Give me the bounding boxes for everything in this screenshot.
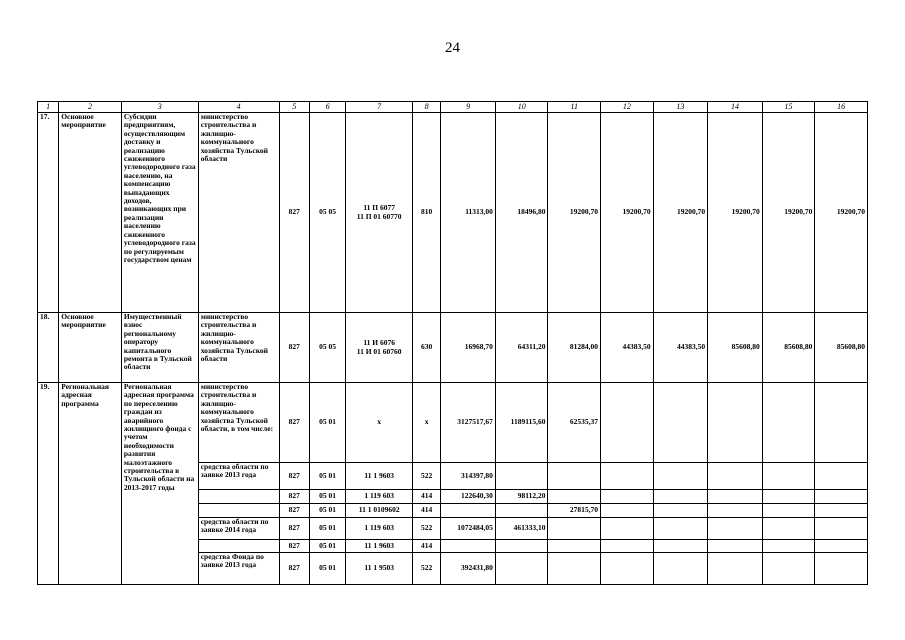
value-cell	[495, 463, 548, 490]
vr-code: 522	[413, 553, 441, 585]
value-cell: 44383,50	[601, 313, 654, 383]
value-cell	[815, 518, 868, 540]
funding-source	[198, 490, 279, 504]
grbs-code: 827	[279, 540, 309, 553]
funding-source	[198, 504, 279, 518]
value-cell: 314397,80	[441, 463, 496, 490]
value-cell: 81284,00	[548, 313, 601, 383]
vr-code: 630	[413, 313, 441, 383]
header-cell: 6	[309, 102, 345, 113]
value-cell	[708, 504, 763, 518]
grbs-code: 827	[279, 463, 309, 490]
vr-code: 414	[413, 490, 441, 504]
funding-source: средства области по заявке 2014 года	[198, 518, 279, 540]
funding-source	[198, 540, 279, 553]
value-cell	[548, 490, 601, 504]
grbs-code: 827	[279, 553, 309, 585]
value-cell	[815, 504, 868, 518]
value-cell	[548, 540, 601, 553]
grbs-code: 827	[279, 313, 309, 383]
grbs-code: 827	[279, 504, 309, 518]
value-cell	[601, 540, 654, 553]
table-row-18	[38, 313, 868, 383]
value-cell: 85608,80	[815, 313, 868, 383]
value-cell	[815, 490, 868, 504]
value-cell	[708, 540, 763, 553]
row-number: 19.	[38, 383, 59, 585]
funding-source: средства Фонда по заявке 2013 года	[198, 553, 279, 585]
value-cell: 122640,30	[441, 490, 496, 504]
value-cell	[601, 463, 654, 490]
header-cell: 4	[198, 102, 279, 113]
value-cell	[495, 540, 548, 553]
csr-code: 11 1 9603	[346, 463, 413, 490]
rzpr-code: 05 05	[309, 313, 345, 383]
header-cell: 13	[653, 102, 708, 113]
value-cell: 64311,20	[495, 313, 548, 383]
value-cell: 461333,10	[495, 518, 548, 540]
header-cell: 2	[59, 102, 122, 113]
value-cell: 3127517,67	[441, 383, 496, 463]
csr-code: 1 119 603	[346, 490, 413, 504]
csr-code: 1 119 603	[346, 518, 413, 540]
csr-code: 11 1 0109602	[346, 504, 413, 518]
value-cell	[653, 463, 708, 490]
measure-type: Региональная адресная программа	[59, 383, 122, 585]
measure-name: Имущественный взнос региональному оператору капитального ремонта в Тульской области	[121, 313, 198, 383]
rzpr-code: 05 01	[309, 553, 345, 585]
budget-table	[37, 101, 868, 585]
header-cell: 16	[815, 102, 868, 113]
value-cell	[708, 463, 763, 490]
page-number: 24	[445, 40, 460, 56]
header-cell: 15	[762, 102, 815, 113]
header-cell: 3	[121, 102, 198, 113]
header-row	[38, 102, 868, 113]
value-cell	[441, 504, 496, 518]
value-cell: 85608,80	[708, 313, 763, 383]
value-cell: 19200,70	[815, 113, 868, 313]
header-cell: 14	[708, 102, 763, 113]
row-number: 17.	[38, 113, 59, 313]
value-cell: 85608,80	[762, 313, 815, 383]
value-cell: 11313,00	[441, 113, 496, 313]
value-cell	[815, 463, 868, 490]
value-cell	[762, 553, 815, 585]
grbs-code: 827	[279, 113, 309, 313]
value-cell: 44383,50	[653, 313, 708, 383]
measure-name: Субсидии предприятиям, осуществляющим доставку и реализацию сжиженного углеводородного газа населению, на компенсацию выпадающих доходов, возникающих при реализации населению сжиженного углеводородного газа по регулируемым государством ценам	[121, 113, 198, 313]
rzpr-code: 05 01	[309, 463, 345, 490]
value-cell	[653, 540, 708, 553]
value-cell: 1072484,05	[441, 518, 496, 540]
rzpr-code: 05 01	[309, 518, 345, 540]
vr-code: 522	[413, 463, 441, 490]
executor: министерство строительства и жилищно-коммунального хозяйства Тульской области, в том числе:	[198, 383, 279, 463]
csr-code: 11 1 9503	[346, 553, 413, 585]
value-cell	[815, 540, 868, 553]
value-cell: 1189115,60	[495, 383, 548, 463]
value-cell	[601, 383, 654, 463]
csr-code: 11 И 6076 11 И 01 60760	[346, 313, 413, 383]
value-cell	[708, 490, 763, 504]
value-cell: 19200,70	[601, 113, 654, 313]
header-cell: 8	[413, 102, 441, 113]
rzpr-code: 05 01	[309, 504, 345, 518]
measure-type: Основное мероприятие	[59, 313, 122, 383]
value-cell	[601, 518, 654, 540]
value-cell	[762, 383, 815, 463]
value-cell	[708, 553, 763, 585]
value-cell	[762, 504, 815, 518]
measure-name: Региональная адресная программа по переселению граждан из аварийного жилищного фонда с учетом необходимости развития малоэтажного строительства в Тульской области на 2013-2017 годы	[121, 383, 198, 585]
grbs-code: 827	[279, 490, 309, 504]
value-cell: 19200,70	[762, 113, 815, 313]
value-cell	[495, 553, 548, 585]
value-cell	[441, 540, 496, 553]
value-cell: 62535,37	[548, 383, 601, 463]
value-cell	[762, 463, 815, 490]
value-cell	[762, 540, 815, 553]
value-cell	[708, 518, 763, 540]
row-number: 18.	[38, 313, 59, 383]
rzpr-code: 05 01	[309, 540, 345, 553]
value-cell	[653, 553, 708, 585]
table-row-17	[38, 113, 868, 313]
header-cell: 12	[601, 102, 654, 113]
value-cell: 27815,70	[548, 504, 601, 518]
value-cell	[495, 504, 548, 518]
grbs-code: 827	[279, 383, 309, 463]
header-cell: 11	[548, 102, 601, 113]
value-cell	[601, 553, 654, 585]
value-cell: 98112,20	[495, 490, 548, 504]
value-cell	[653, 504, 708, 518]
measure-type: Основное мероприятие	[59, 113, 122, 313]
header-cell: 5	[279, 102, 309, 113]
header-cell: 1	[38, 102, 59, 113]
vr-code: 810	[413, 113, 441, 313]
value-cell	[653, 518, 708, 540]
funding-source: средства области по заявке 2013 года	[198, 463, 279, 490]
value-cell: 16968,70	[441, 313, 496, 383]
value-cell: 19200,70	[653, 113, 708, 313]
vr-code: 522	[413, 518, 441, 540]
value-cell	[601, 490, 654, 504]
value-cell	[815, 383, 868, 463]
table-row-19	[38, 383, 868, 463]
header-cell: 10	[495, 102, 548, 113]
vr-code: 414	[413, 540, 441, 553]
value-cell	[762, 490, 815, 504]
executor: министерство строительства и жилищно-коммунального хозяйства Тульской области	[198, 313, 279, 383]
rzpr-code: 05 01	[309, 490, 345, 504]
csr-code: 11 П 6077 11 П 01 60770	[346, 113, 413, 313]
vr-code: 414	[413, 504, 441, 518]
header-cell: 7	[346, 102, 413, 113]
value-cell	[815, 553, 868, 585]
grbs-code: 827	[279, 518, 309, 540]
csr-code: x	[346, 383, 413, 463]
value-cell	[601, 504, 654, 518]
value-cell: 392431,80	[441, 553, 496, 585]
value-cell: 19200,70	[708, 113, 763, 313]
rzpr-code: 05 01	[309, 383, 345, 463]
executor: министерство строительства и жилищно-коммунального хозяйства Тульской области	[198, 113, 279, 313]
header-cell: 9	[441, 102, 496, 113]
csr-code: 11 1 9603	[346, 540, 413, 553]
value-cell: 19200,70	[548, 113, 601, 313]
rzpr-code: 05 05	[309, 113, 345, 313]
value-cell: 18496,80	[495, 113, 548, 313]
value-cell	[548, 518, 601, 540]
value-cell	[548, 553, 601, 585]
value-cell	[653, 383, 708, 463]
value-cell	[762, 518, 815, 540]
vr-code: x	[413, 383, 441, 463]
value-cell	[653, 490, 708, 504]
value-cell	[708, 383, 763, 463]
value-cell	[548, 463, 601, 490]
